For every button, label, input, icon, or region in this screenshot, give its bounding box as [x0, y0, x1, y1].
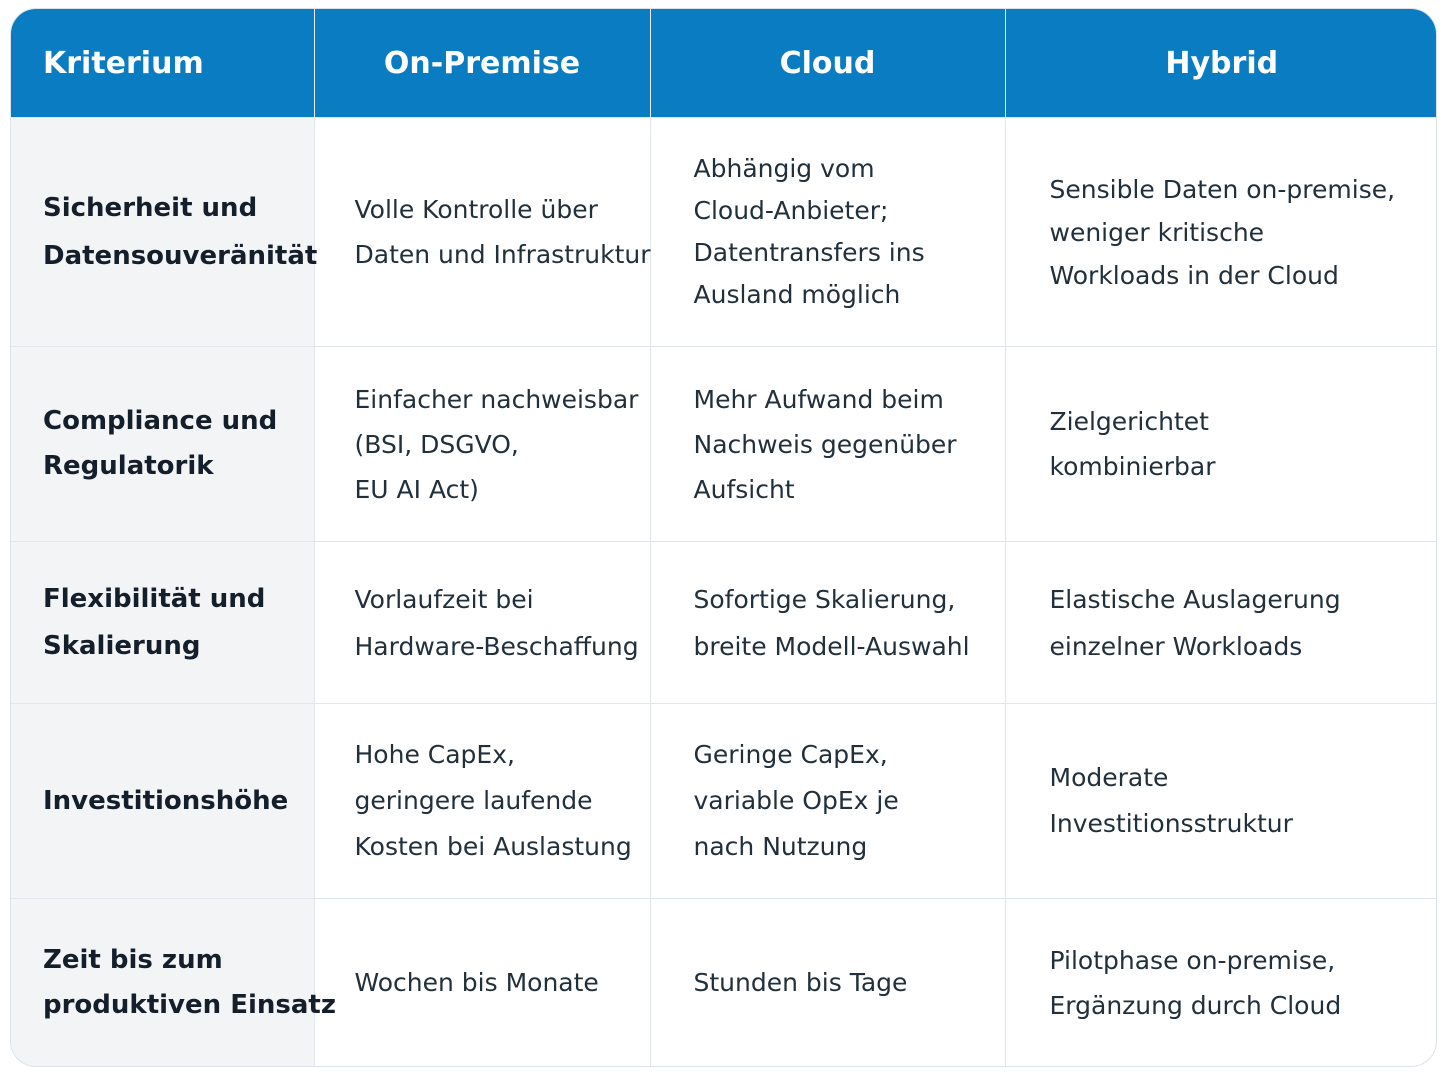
on-premise-cell — [314, 899, 650, 1067]
cell-line: Hohe CapEx, — [354, 740, 515, 769]
hybrid-cell — [1005, 542, 1437, 704]
cell-line: breite Modell-Auswahl — [693, 631, 970, 661]
cell-line: Geringe CapEx, — [693, 740, 888, 769]
cell-line: Zeit bis zum — [43, 944, 223, 975]
cell-line: Nachweis gegenüber — [693, 429, 957, 459]
header-criterion: Kriterium — [11, 9, 314, 118]
cloud-cell — [650, 899, 1005, 1067]
on-premise-cell — [314, 347, 650, 542]
cell-line: Ausland möglich — [693, 280, 901, 309]
cell-line: Daten und Infrastruktur — [354, 240, 651, 269]
cell-line: Skalierung — [43, 630, 201, 661]
cell-line: EU AI Act) — [354, 474, 479, 504]
cell-line: Stunden bis Tage — [693, 968, 908, 998]
header-row — [11, 9, 1437, 118]
cell-line: Volle Kontrolle über — [354, 195, 598, 224]
header-hybrid: Hybrid — [1005, 9, 1437, 118]
cell-line: produktiven Einsatz — [43, 989, 336, 1020]
cloud-cell — [650, 704, 1005, 899]
cloud-cell — [650, 118, 1005, 347]
cell-line: Sicherheit und — [43, 193, 258, 223]
on-premise-cell — [314, 118, 650, 347]
cell-line: Datentransfers ins — [693, 238, 925, 267]
criterion-cell — [11, 347, 314, 542]
cell-line: Vorlaufzeit bei — [354, 584, 534, 614]
cell-line: Ergänzung durch Cloud — [1049, 990, 1342, 1020]
cell-line: nach Nutzung — [693, 832, 868, 861]
comparison-table-card — [10, 8, 1437, 1067]
table-row — [11, 704, 1437, 899]
cell-line: Zielgerichtet — [1049, 407, 1209, 436]
cell-line: Mehr Aufwand beim — [693, 384, 944, 414]
cell-line: Regulatorik — [43, 451, 214, 481]
table-row — [11, 542, 1437, 704]
cell-line: weniger kritische — [1049, 217, 1265, 247]
header-on-premise: On-Premise — [314, 9, 650, 118]
cloud-cell — [650, 347, 1005, 542]
cell-line: einzelner Workloads — [1049, 631, 1303, 661]
cell-line: variable OpEx je — [693, 786, 899, 815]
cell-line: Kosten bei Auslastung — [354, 832, 632, 861]
cell-line: Compliance und — [43, 406, 278, 436]
criterion-cell — [11, 542, 314, 704]
cell-line: Cloud-Anbieter; — [693, 196, 889, 225]
cell-line: Investitionshöhe — [43, 786, 289, 816]
cell-line: Sensible Daten on-premise, — [1049, 174, 1396, 204]
table-row — [11, 118, 1437, 347]
cell-line: Wochen bis Monate — [354, 968, 599, 998]
criterion-cell — [11, 118, 318, 347]
criterion-cell — [11, 704, 314, 899]
cell-line: Moderate — [1049, 763, 1169, 792]
hybrid-cell — [1005, 704, 1437, 899]
cloud-cell — [650, 542, 1005, 704]
cell-line: Aufsicht — [693, 474, 795, 504]
cell-line: Hardware-Beschaffung — [354, 631, 639, 661]
table-row — [11, 347, 1437, 542]
on-premise-cell — [314, 542, 650, 704]
cell-line: Flexibilität und — [43, 583, 266, 614]
cell-line: Investitionsstruktur — [1049, 809, 1293, 838]
cell-line: Elastische Auslagerung — [1049, 584, 1341, 614]
cell-line: Abhängig vom — [693, 154, 875, 183]
table-row — [11, 899, 1437, 1067]
cell-line: Workloads in der Cloud — [1049, 260, 1339, 290]
cell-line: kombinierbar — [1049, 452, 1216, 481]
cell-line: Datensouveränität — [43, 241, 318, 271]
hybrid-cell — [1005, 899, 1437, 1067]
table-header — [11, 9, 1437, 118]
cell-line: (BSI, DSGVO, — [354, 429, 519, 459]
comparison-table — [11, 9, 1437, 1067]
cell-line: Einfacher nachweisbar — [354, 384, 639, 414]
on-premise-cell — [314, 704, 650, 899]
cell-line: Pilotphase on-premise, — [1049, 945, 1336, 975]
cell-line: Sofortige Skalierung, — [693, 584, 956, 614]
table-body — [11, 118, 1437, 1067]
cell-line: geringere laufende — [354, 786, 593, 815]
header-cloud: Cloud — [650, 9, 1005, 118]
hybrid-cell — [1005, 347, 1437, 542]
criterion-cell — [11, 899, 336, 1067]
hybrid-cell — [1005, 118, 1437, 347]
